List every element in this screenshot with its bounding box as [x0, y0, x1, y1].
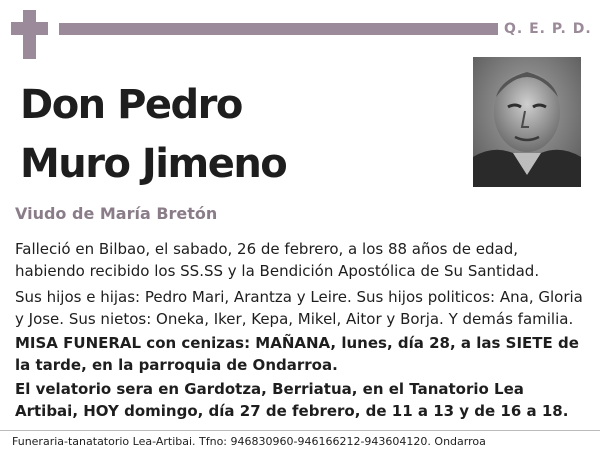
funeral-mass-paragraph: MISA FUNERAL con cenizas: MAÑANA, lunes, día 28, a las SIETE de la tarde, en la parroquia de Ondarroa.	[15, 334, 579, 374]
deceased-name-line2: Muro Jimeno	[20, 141, 287, 187]
qepd-label: Q. E. P. D.	[504, 21, 592, 37]
header-rule	[59, 23, 498, 35]
portrait-photo	[473, 57, 581, 187]
family-paragraph: Sus hijos e hijas: Pedro Mari, Arantza y Leire. Sus hijos politicos: Ana, Gloria y Jose. Sus nietos: Oneka, Iker, Kepa, Mikel, Aitor y Borja. Y demás familia.	[15, 288, 583, 328]
death-notice-paragraph: Falleció en Bilbao, el sabado, 26 de febrero, a los 88 años de edad, habiendo recibido los SS.SS y la Bendición Apostólica de Su Santidad.	[15, 240, 540, 280]
cross-horizontal-bar	[11, 22, 48, 35]
footer-divider	[0, 430, 600, 431]
wake-paragraph: El velatorio sera en Gardotza, Berriatua, en el Tanatorio Lea Artibai, HOY domingo, día 27 de febrero, de 11 a 13 y de 16 a 18.	[15, 380, 569, 420]
deceased-name-line1: Don Pedro	[20, 82, 242, 128]
funeral-home-footer: Funeraria-tanatatorio Lea-Artibai. Tfno: 946830960-946166212-943604120. Ondarroa	[12, 435, 486, 448]
deceased-subtitle: Viudo de María Bretón	[15, 204, 218, 223]
